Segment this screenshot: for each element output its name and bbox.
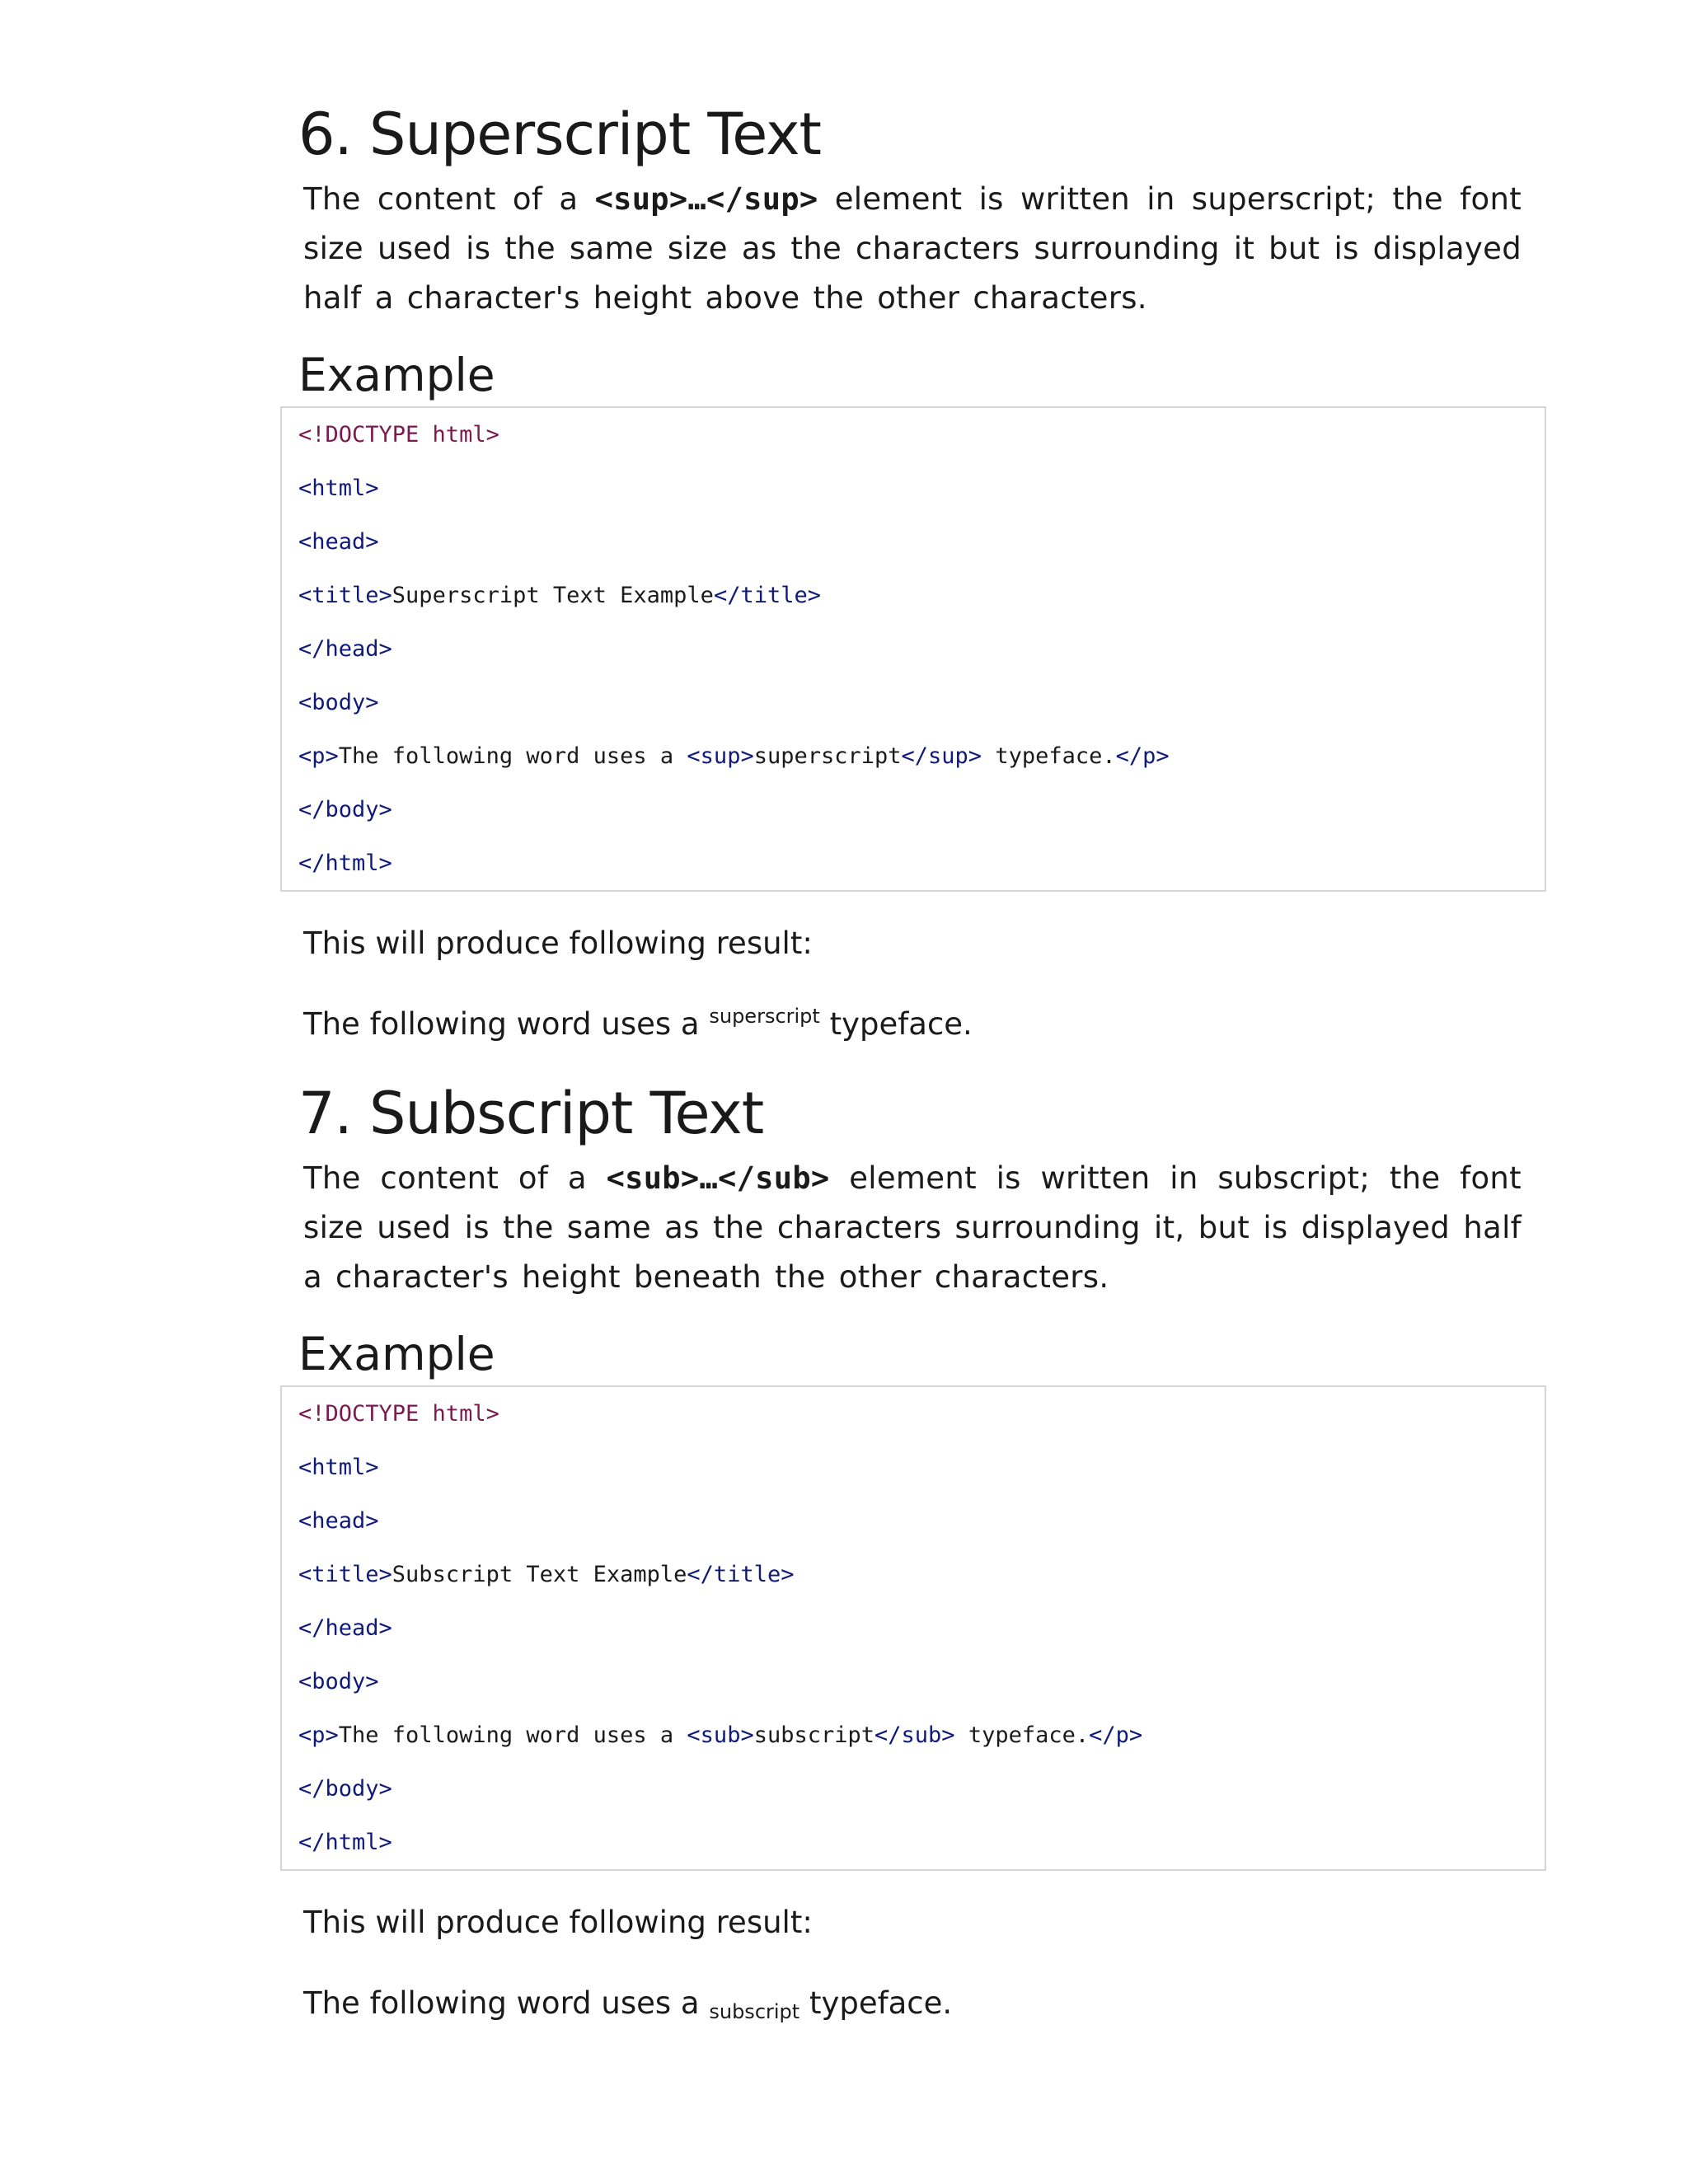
result-output	[303, 1005, 973, 1042]
code-line	[282, 676, 1545, 729]
code-text: The following word uses a	[338, 743, 687, 769]
intro-text: The content of a	[303, 181, 595, 217]
code-tag: </sub>	[874, 1722, 955, 1748]
code-tag: </p>	[1115, 743, 1170, 769]
intro-tag: <sup>…</sup>	[594, 181, 818, 217]
code-tag: </body>	[298, 797, 392, 823]
code-doctype: <!DOCTYPE html>	[298, 1401, 499, 1427]
section-heading: 6. Superscript Text	[298, 101, 822, 168]
code-line	[282, 837, 1545, 890]
code-tag: </body>	[298, 1776, 392, 1802]
section-intro	[303, 175, 1522, 323]
code-tag: <body>	[298, 1669, 379, 1694]
code-tag: </sup>	[901, 743, 982, 769]
code-text: The following word uses a	[338, 1722, 687, 1748]
code-line	[282, 515, 1545, 569]
code-block	[280, 1385, 1546, 1871]
result-text: typeface.	[799, 1985, 953, 2021]
code-tag: </html>	[298, 1830, 392, 1855]
code-tag: </head>	[298, 1615, 392, 1641]
code-tag: <sub>	[687, 1722, 754, 1748]
code-text: superscript	[753, 743, 902, 769]
code-line	[282, 569, 1545, 622]
code-tag: <head>	[298, 529, 379, 555]
code-tag: <html>	[298, 1455, 379, 1480]
result-text: The following word uses a	[303, 1006, 710, 1042]
code-line	[282, 1816, 1545, 1869]
code-line	[282, 622, 1545, 676]
result-subscript: subscript	[709, 2000, 800, 2023]
intro-text: element is written in superscript; the font size used is the same size as the characters surrounding it but is displayed half a character's height above the other characters.	[303, 181, 1522, 316]
code-tag: </head>	[298, 636, 392, 662]
example-heading: Example	[298, 349, 495, 401]
code-text: typeface.	[982, 743, 1116, 769]
intro-text: element is written in subscript; the font size used is the same as the characters surrounding it, but is displayed half a character's height beneath the other characters.	[303, 1160, 1522, 1295]
code-doctype: <!DOCTYPE html>	[298, 422, 499, 448]
code-line	[282, 462, 1545, 515]
intro-tag: <sub>…</sub>	[606, 1160, 830, 1196]
result-label: This will produce following result:	[303, 1905, 813, 1940]
code-tag: </html>	[298, 851, 392, 876]
example-heading: Example	[298, 1328, 495, 1380]
code-line	[282, 1387, 1545, 1441]
code-tag: <title>	[298, 583, 392, 608]
code-line	[282, 1441, 1545, 1494]
section-heading: 7. Subscript Text	[298, 1080, 764, 1147]
code-line	[282, 1655, 1545, 1708]
result-text: The following word uses a	[303, 1985, 710, 2021]
code-tag: <html>	[298, 476, 379, 501]
code-line	[282, 783, 1545, 837]
result-label: This will produce following result:	[303, 926, 813, 961]
code-text: Superscript Text Example	[392, 583, 714, 608]
code-tag: <sup>	[687, 743, 754, 769]
code-text: Subscript Text Example	[392, 1562, 687, 1587]
code-tag: </p>	[1089, 1722, 1143, 1748]
code-text: subscript	[753, 1722, 875, 1748]
code-tag: <title>	[298, 1562, 392, 1587]
code-text: typeface.	[954, 1722, 1090, 1748]
code-line	[282, 1548, 1545, 1601]
code-line	[282, 408, 1545, 462]
code-line	[282, 1494, 1545, 1548]
code-line	[282, 729, 1545, 783]
code-line	[282, 1762, 1545, 1816]
result-output	[303, 1985, 953, 2023]
code-line	[282, 1601, 1545, 1655]
code-line	[282, 1708, 1545, 1762]
result-text: typeface.	[819, 1006, 973, 1042]
code-tag: <head>	[298, 1508, 379, 1534]
code-tag: <body>	[298, 690, 379, 715]
code-tag: <p>	[298, 743, 339, 769]
intro-text: The content of a	[303, 1160, 607, 1196]
section-intro	[303, 1154, 1522, 1302]
code-tag: </title>	[687, 1562, 795, 1587]
code-tag: </title>	[713, 583, 821, 608]
result-superscript: superscript	[709, 1005, 820, 1028]
code-tag: <p>	[298, 1722, 339, 1748]
code-block	[280, 406, 1546, 892]
